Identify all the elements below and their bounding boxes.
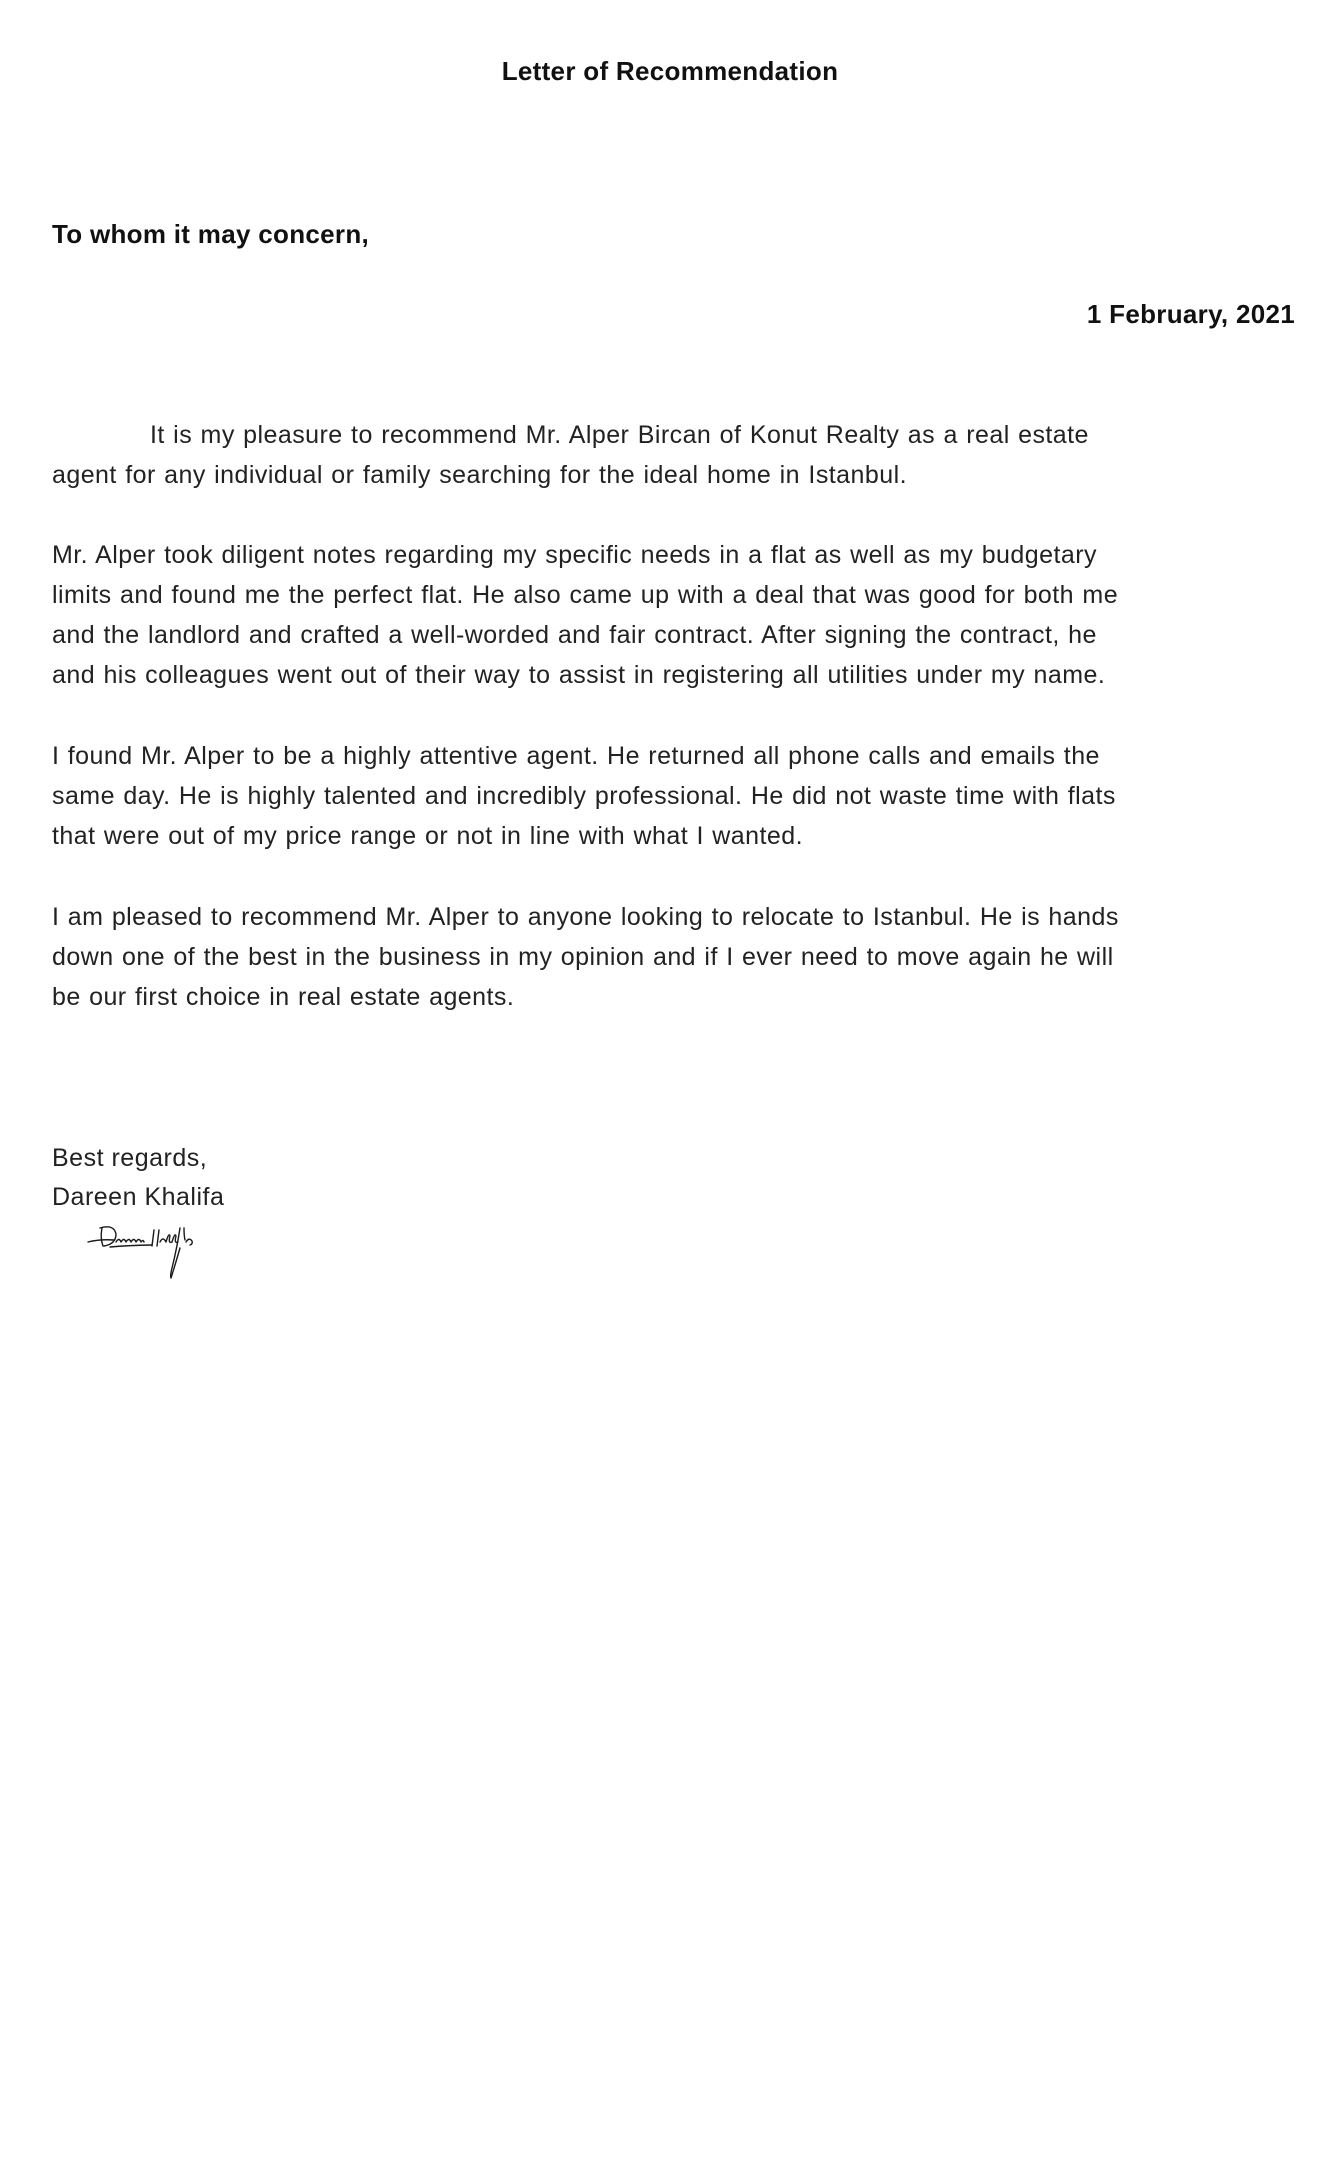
paragraph-line: same day. He is highly talented and incredibly professional. He did not waste time with flats xyxy=(52,782,1116,810)
paragraph-line: I found Mr. Alper to be a highly attentive agent. He returned all phone calls and emails the xyxy=(52,742,1100,770)
paragraph-line: I am pleased to recommend Mr. Alper to anyone looking to relocate to Istanbul. He is hands xyxy=(52,903,1119,931)
letter-title: Letter of Recommendation xyxy=(501,56,839,86)
closing: Best regards, xyxy=(52,1144,208,1172)
paragraph-line: down one of the best in the business in my opinion and if I ever need to move again he will xyxy=(52,943,1114,971)
paragraph-line: and his colleagues went out of their way to assist in registering all utilities under my name. xyxy=(52,661,1106,689)
paragraph-line: be our first choice in real estate agents. xyxy=(52,983,515,1011)
handwritten-signature xyxy=(80,1218,210,1298)
paragraph-line: and the landlord and crafted a well-worded and fair contract. After signing the contract, he xyxy=(52,621,1097,649)
salutation: To whom it may concern, xyxy=(52,219,370,249)
paragraph-line: It is my pleasure to recommend Mr. Alper Bircan of Konut Realty as a real estate xyxy=(150,421,1089,449)
paragraph-line: agent for any individual or family searching for the ideal home in Istanbul. xyxy=(52,461,907,489)
signer-name: Dareen Khalifa xyxy=(52,1183,225,1211)
letter-date: 1 February, 2021 xyxy=(1086,299,1295,329)
paragraph-line: Mr. Alper took diligent notes regarding my specific needs in a flat as well as my budgetary xyxy=(52,541,1097,569)
paragraph-line: limits and found me the perfect flat. He also came up with a deal that was good for both me xyxy=(52,581,1119,609)
paragraph-line: that were out of my price range or not in line with what I wanted. xyxy=(52,822,804,850)
